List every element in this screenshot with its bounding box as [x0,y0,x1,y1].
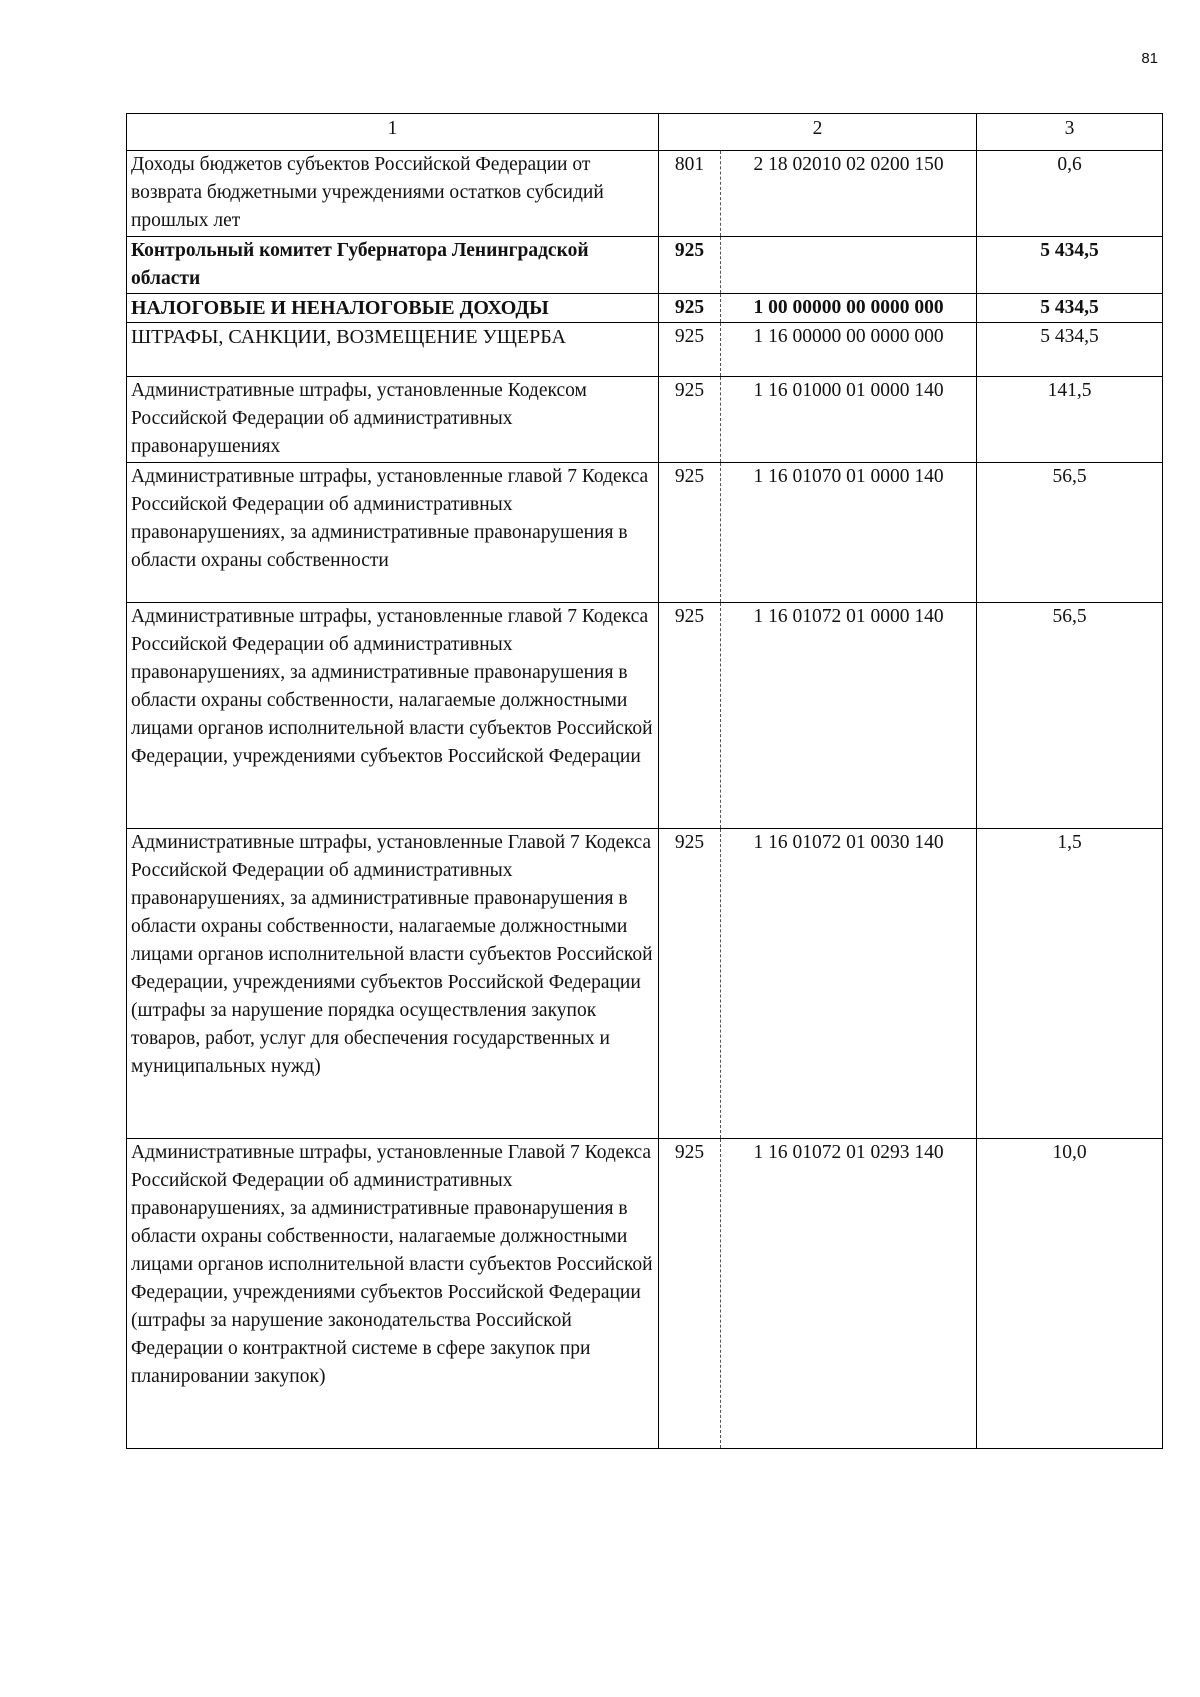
row-name: Административные штрафы, установленные главой 7 Кодекса Российской Федерации об административных правонарушениях, за административные правонарушения в области охраны собственности, налагаемые должностными лицами органов исполнительной власти субъектов Российской Федерации, учреждениями субъектов Российской Федерации [127,603,659,829]
row-budget-code: 1 00 00000 00 0000 000 [721,294,977,323]
table-row [127,323,1163,377]
header-col-3: 3 [977,114,1163,151]
row-admin-code: 801 [659,151,721,237]
row-amount: 10,0 [977,1139,1163,1449]
row-admin-code: 925 [659,1139,721,1449]
row-budget-code: 1 16 01072 01 0030 140 [721,829,977,1139]
table-row [127,463,1163,603]
row-budget-code: 1 16 01070 01 0000 140 [721,463,977,603]
row-amount: 5 434,5 [977,237,1163,294]
table-row [127,237,1163,294]
row-admin-code: 925 [659,237,721,294]
row-budget-code: 2 18 02010 02 0200 150 [721,151,977,237]
row-admin-code: 925 [659,603,721,829]
header-col-2: 2 [659,114,977,151]
row-amount: 141,5 [977,377,1163,463]
row-budget-code: 1 16 00000 00 0000 000 [721,323,977,377]
table-row [127,294,1163,323]
row-amount: 5 434,5 [977,294,1163,323]
row-name: Доходы бюджетов субъектов Российской Федерации от возврата бюджетными учреждениями остатков субсидий прошлых лет [127,151,659,237]
row-name: Административные штрафы, установленные Главой 7 Кодекса Российской Федерации об административных правонарушениях, за административные правонарушения в области охраны собственности, налагаемые должностными лицами органов исполнительной власти субъектов Российской Федерации, учреждениями субъектов Российской Федерации (штрафы за нарушение порядка осуществления закупок товаров, работ, услуг для обеспечения государственных и муниципальных нужд) [127,829,659,1139]
row-admin-code: 925 [659,377,721,463]
table-row [127,377,1163,463]
header-col-1: 1 [127,114,659,151]
row-amount: 1,5 [977,829,1163,1139]
row-admin-code: 925 [659,463,721,603]
row-name: Административные штрафы, установленные Кодексом Российской Федерации об административных правонарушениях [127,377,659,463]
row-name: Административные штрафы, установленные Главой 7 Кодекса Российской Федерации об административных правонарушениях, за административные правонарушения в области охраны собственности, налагаемые должностными лицами органов исполнительной власти субъектов Российской Федерации, учреждениями субъектов Российской Федерации (штрафы за нарушение законодательства Российской Федерации о контрактной системе в сфере закупок при планировании закупок) [127,1139,659,1449]
row-name: ШТРАФЫ, САНКЦИИ, ВОЗМЕЩЕНИЕ УЩЕРБА [127,323,659,377]
revenue-table [126,113,1163,1449]
row-admin-code: 925 [659,294,721,323]
row-amount: 56,5 [977,463,1163,603]
row-name: Административные штрафы, установленные главой 7 Кодекса Российской Федерации об административных правонарушениях, за административные правонарушения в области охраны собственности [127,463,659,603]
row-amount: 5 434,5 [977,323,1163,377]
row-budget-code: 1 16 01000 01 0000 140 [721,377,977,463]
row-admin-code: 925 [659,323,721,377]
header-row [127,114,1163,151]
table-row [127,603,1163,829]
table-row [127,1139,1163,1449]
row-budget-code: 1 16 01072 01 0293 140 [721,1139,977,1449]
page-number: 81 [1141,50,1158,67]
table-row [127,829,1163,1139]
row-budget-code [721,237,977,294]
row-name: НАЛОГОВЫЕ И НЕНАЛОГОВЫЕ ДОХОДЫ [127,294,659,323]
row-name: Контрольный комитет Губернатора Ленинградской области [127,237,659,294]
table-row [127,151,1163,237]
row-admin-code: 925 [659,829,721,1139]
row-amount: 0,6 [977,151,1163,237]
row-amount: 56,5 [977,603,1163,829]
row-budget-code: 1 16 01072 01 0000 140 [721,603,977,829]
